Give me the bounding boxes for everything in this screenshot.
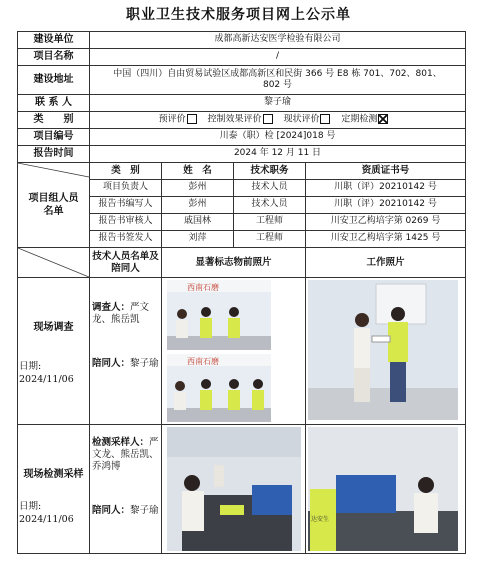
team-header-title: 技术职务: [234, 163, 306, 180]
category-option-label: 定期检测: [341, 114, 378, 125]
work-photo-image: [306, 278, 466, 424]
member-title: 工程师: [234, 231, 306, 248]
address-value: 中国（四川）自由贸易试验区成都高新区和民街 366 号 E8 栋 701、702、801、802 号: [90, 66, 466, 95]
survey-investigators: 严文龙、熊岳凯: [92, 302, 150, 325]
staff-header: 技术人员名单及陪同人: [90, 248, 162, 278]
survey-label-cell: [18, 278, 90, 425]
survey-date: 2024/11/06: [19, 374, 74, 385]
sampling-landmark-photo: [162, 425, 306, 554]
sampling-date-label: 日期:: [19, 501, 42, 512]
date-value: 2024 年 12 月 11 日: [90, 146, 466, 163]
sampling-investigators-label: 检测采样人：: [92, 437, 150, 448]
member-name: 彭州: [162, 197, 234, 214]
checkbox-icon: [187, 114, 197, 124]
photo-header-corner: [18, 248, 90, 278]
landmark-photo-image: [162, 278, 306, 424]
member-name: 戚国林: [162, 214, 234, 231]
member-role: 报告书编写人: [90, 197, 162, 214]
contact-value: 黎子瑜: [90, 95, 466, 112]
member-title: 技术人员: [234, 180, 306, 197]
category-option-label: 现状评价: [283, 114, 320, 125]
number-value: 川泰（职）检 [2024]018 号: [90, 129, 466, 146]
category-option-label: 预评价: [158, 114, 186, 125]
sampling-photo-image: [162, 425, 306, 553]
sampling-companion: 黎子瑜: [130, 505, 159, 516]
landmark-header: 显著标志物前照片: [162, 248, 306, 278]
member-role: 报告书签发人: [90, 231, 162, 248]
survey-companion: 黎子瑜: [130, 358, 159, 369]
vest-text: 达安生: [311, 516, 330, 523]
sampling-date: 2024/11/06: [19, 514, 74, 525]
survey-companion-label: 陪同人：: [92, 358, 131, 369]
sampling-investigators: 严文龙、熊岳凯、乔鸿博: [92, 437, 159, 472]
checkbox-icon: [263, 114, 273, 124]
diagonal-line: [18, 163, 89, 247]
survey-investigators-label: 调查人：: [92, 302, 131, 313]
address-label: 建设地址: [18, 66, 90, 95]
member-cert: 川安卫乙构培字第 0269 号: [306, 214, 466, 231]
member-title: 工程师: [234, 214, 306, 231]
project-label: 项目名称: [18, 49, 90, 66]
member-role: 项目负责人: [90, 180, 162, 197]
member-role: 报告书审核人: [90, 214, 162, 231]
sign-text: 西南石磨: [187, 357, 219, 366]
number-label: 项目编号: [18, 129, 90, 146]
date-label: 报告时间: [18, 146, 90, 163]
page-title: 职业卫生技术服务项目网上公示单: [126, 7, 351, 23]
diagonal-line: [18, 248, 89, 277]
org-value: 成都高新达安医学检验有限公司: [90, 32, 466, 49]
work-header: 工作照片: [306, 248, 466, 278]
member-name: 刘萍: [162, 231, 234, 248]
contact-label: 联 系 人: [18, 95, 90, 112]
category-label: 类 别: [18, 112, 90, 129]
category-option-label: 控制效果评价: [207, 114, 262, 125]
team-label-cell: [18, 163, 90, 248]
sampling-label: 现场检测采样: [23, 469, 84, 480]
checked-checkbox-icon: [378, 114, 388, 124]
survey-staff-cell: [90, 278, 162, 425]
member-title: 技术人员: [234, 197, 306, 214]
sampling-staff-cell: [90, 425, 162, 554]
disclosure-table: [17, 31, 466, 554]
sampling-work-image: [306, 425, 466, 553]
org-label: 建设单位: [18, 32, 90, 49]
member-cert: 川职（评）20210142 号: [306, 180, 466, 197]
survey-label: 现场调查: [33, 322, 74, 333]
member-name: 彭州: [162, 180, 234, 197]
team-header-cert: 资质证书号: [306, 163, 466, 180]
sampling-label-cell: [18, 425, 90, 554]
checkbox-icon: [320, 114, 330, 124]
sampling-work-photo: [306, 425, 466, 554]
team-header-name: 姓 名: [162, 163, 234, 180]
survey-landmark-photo: [162, 278, 306, 425]
survey-date-label: 日期:: [19, 361, 42, 372]
sign-text: 西南石磨: [187, 283, 219, 292]
project-value: /: [90, 49, 466, 66]
member-cert: 川安卫乙构培字第 1425 号: [306, 231, 466, 248]
category-options: [90, 112, 466, 129]
team-label: 项目组人员名单: [28, 192, 79, 217]
member-cert: 川职（评）20210142 号: [306, 197, 466, 214]
survey-work-photo: [306, 278, 466, 425]
team-header-role: 类 别: [90, 163, 162, 180]
sampling-companion-label: 陪同人：: [92, 505, 131, 516]
